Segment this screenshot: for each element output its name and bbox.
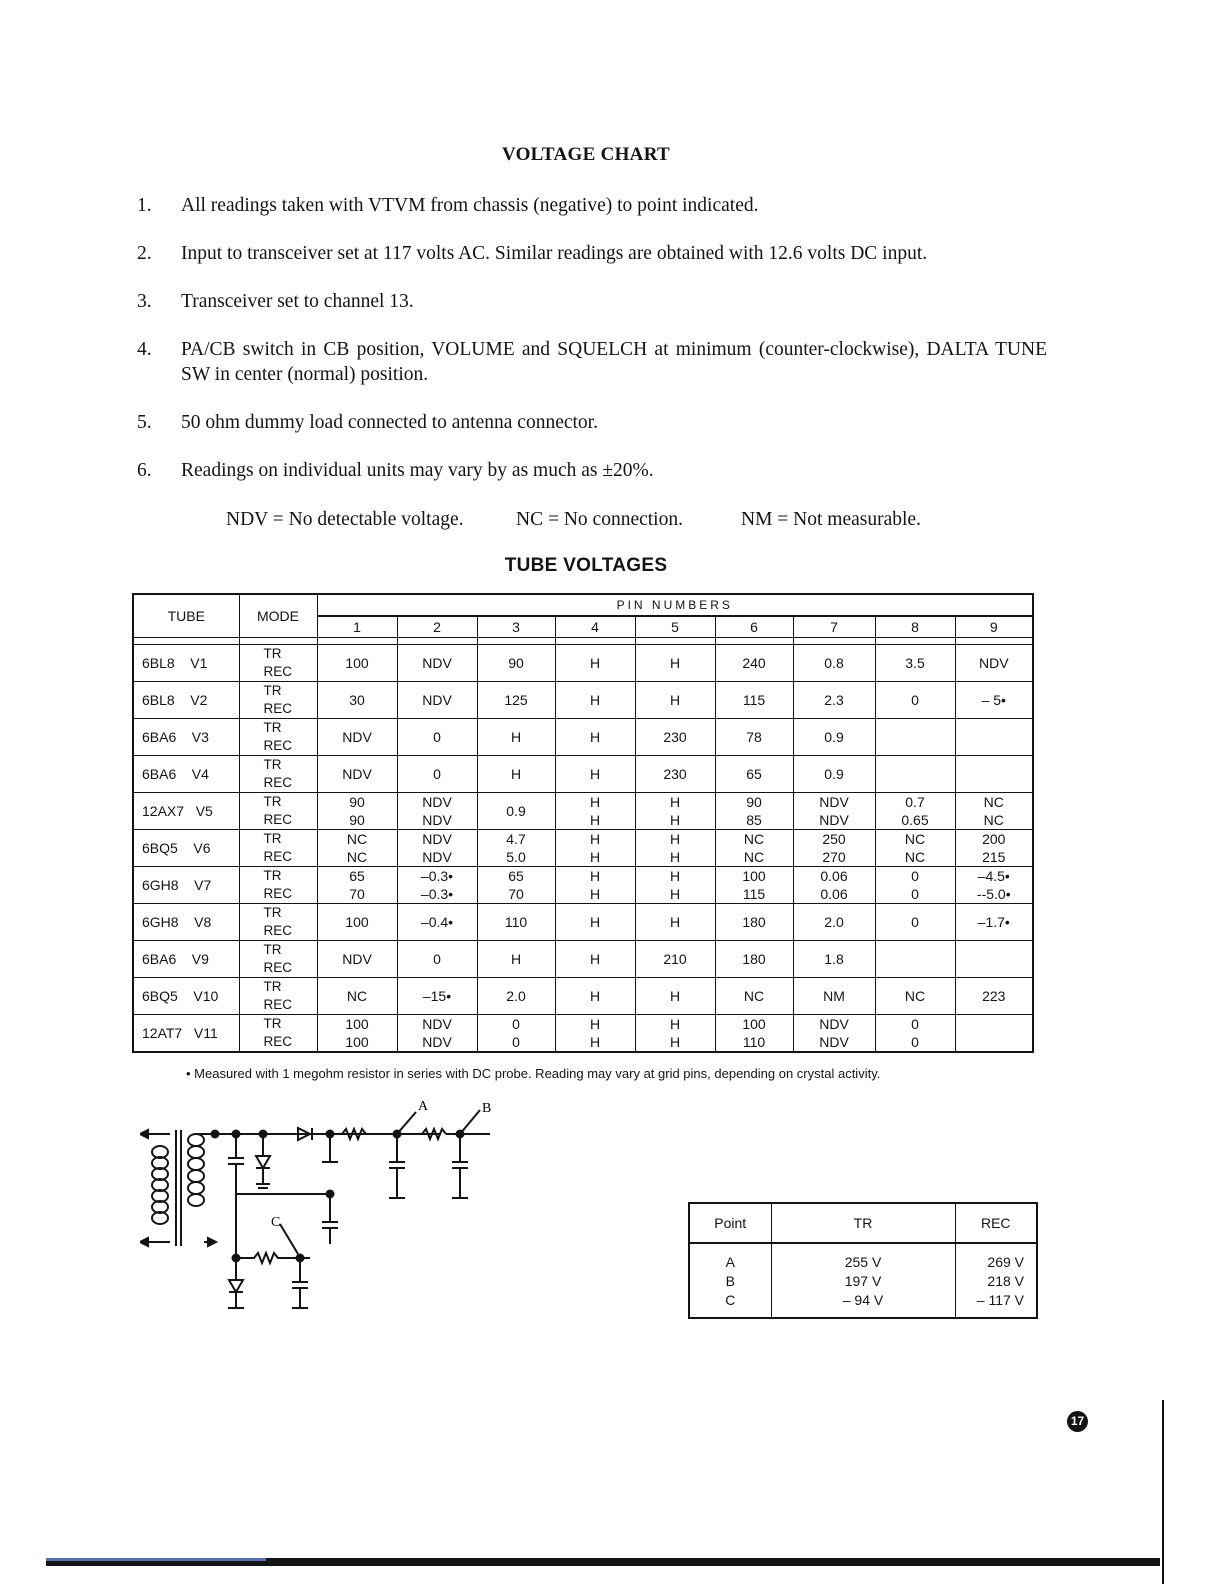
rec-value: 0 xyxy=(911,1034,919,1050)
pin-value-cell xyxy=(875,867,955,904)
tr-value: NDV xyxy=(819,794,849,810)
pin-value-cell: 0 xyxy=(397,941,477,978)
pin-value-cell xyxy=(955,830,1033,867)
pin-value-cell: H xyxy=(555,645,635,682)
pin-value-cell: H xyxy=(477,756,555,793)
mode-rec-label: REC xyxy=(263,701,293,716)
note-number: 5. xyxy=(137,412,152,433)
tr-value: H xyxy=(589,831,601,847)
rec-value: NDV xyxy=(422,1034,452,1050)
pin-value-cell: H xyxy=(555,904,635,941)
schematic-label-b: B xyxy=(482,1101,492,1116)
tr-value: NDV xyxy=(422,831,452,847)
mode-cell xyxy=(239,978,317,1015)
rec-value: 5.0 xyxy=(506,849,526,865)
abbreviation-ndv: NDV = No detectable voltage. xyxy=(226,509,464,530)
pin-value-cell: 100 xyxy=(317,904,397,941)
pin-value-cell: NM xyxy=(793,978,875,1015)
rec-value: NC xyxy=(743,849,765,865)
mode-cell xyxy=(239,719,317,756)
rec-value: H xyxy=(589,1034,601,1050)
pin-value-cell xyxy=(955,941,1033,978)
tube-cell: 12AT7 V11 xyxy=(133,1015,239,1053)
mode-cell xyxy=(239,904,317,941)
pin-value-cell: H xyxy=(555,682,635,719)
pin-value-cell: 180 xyxy=(715,941,793,978)
pin-value-cell: 1.8 xyxy=(793,941,875,978)
pin-value-cell: 3.5 xyxy=(875,645,955,682)
tube-cell: 6GH8 V8 xyxy=(133,904,239,941)
tr-value: 90 xyxy=(349,794,365,810)
table-row xyxy=(133,978,1033,1015)
tube-cell: 6BA6 V9 xyxy=(133,941,239,978)
tr-value: NC xyxy=(904,831,926,847)
mode-cell xyxy=(239,830,317,867)
diode-symbol xyxy=(256,1156,270,1168)
tr-cell: 255 V xyxy=(771,1252,955,1271)
rec-value: 0 xyxy=(911,886,919,902)
note-text: Input to transceiver set at 117 volts AC. Similar readings are obtained with 12.6 volts DC input. xyxy=(181,243,928,264)
pin-value-cell xyxy=(477,830,555,867)
tube-cell: 6GH8 V7 xyxy=(133,867,239,904)
pin-value-cell: 210 xyxy=(635,941,715,978)
rec-value: H xyxy=(589,886,601,902)
tr-value: 100 xyxy=(345,1016,369,1032)
pin-value-cell xyxy=(317,830,397,867)
rec-value: 0.65 xyxy=(901,812,929,828)
rec-value: H xyxy=(669,849,681,865)
pin-value-cell: H xyxy=(635,904,715,941)
mode-rec-label: REC xyxy=(263,849,293,864)
pin-value-cell: –1.7• xyxy=(955,904,1033,941)
tr-value: 4.7 xyxy=(506,831,526,847)
pin-value-cell xyxy=(793,793,875,830)
tr-value: 90 xyxy=(746,794,762,810)
pin-value-cell: 65 xyxy=(715,756,793,793)
tube-voltage-table xyxy=(132,593,1034,1053)
table-row xyxy=(133,941,1033,978)
pin-number-header: 7 xyxy=(793,616,875,638)
pin-value-cell xyxy=(555,867,635,904)
transformer-secondary-winding xyxy=(188,1134,204,1206)
mode-tr-label: TR xyxy=(263,1016,282,1031)
rec-value: NC xyxy=(346,849,368,865)
pin-value-cell: 2.0 xyxy=(477,978,555,1015)
note-item xyxy=(137,458,1047,483)
pin-value-cell xyxy=(397,830,477,867)
note-text: Transceiver set to channel 13. xyxy=(181,291,414,312)
tube-cell: 6BL8 V1 xyxy=(133,645,239,682)
pin-value-cell xyxy=(955,793,1033,830)
pin-number-header: 4 xyxy=(555,616,635,638)
pin-value-cell: NDV xyxy=(397,682,477,719)
table-row xyxy=(133,682,1033,719)
pin-value-cell xyxy=(875,941,955,978)
mode-rec-label: REC xyxy=(263,886,293,901)
mode-tr-label: TR xyxy=(263,868,282,883)
table-row xyxy=(133,719,1033,756)
rec-value: NDV xyxy=(819,1034,849,1050)
pin-number-header: 2 xyxy=(397,616,477,638)
tr-value: 65 xyxy=(508,868,524,884)
table-row xyxy=(133,1015,1033,1053)
pin-number-header: 8 xyxy=(875,616,955,638)
rec-value: 0.06 xyxy=(820,886,848,902)
tube-cell: 6BQ5 V6 xyxy=(133,830,239,867)
pin-value-cell: 0 xyxy=(875,682,955,719)
pin-value-cell xyxy=(635,867,715,904)
pin-value-cell xyxy=(477,1015,555,1053)
pin-value-cell xyxy=(555,830,635,867)
note-text: 50 ohm dummy load connected to antenna connector. xyxy=(181,412,598,433)
rec-value: H xyxy=(589,812,601,828)
tr-value: 0 xyxy=(911,1016,919,1032)
note-number: 4. xyxy=(137,339,152,360)
tr-value: H xyxy=(589,1016,601,1032)
tr-value: NDV xyxy=(422,794,452,810)
pin-value-cell xyxy=(955,719,1033,756)
tr-value: 65 xyxy=(349,868,365,884)
table-row xyxy=(133,756,1033,793)
pin-value-cell xyxy=(793,867,875,904)
rec-value: 85 xyxy=(746,812,762,828)
mode-rec-label: REC xyxy=(263,923,293,938)
note-text: All readings taken with VTVM from chassis (negative) to point indicated. xyxy=(181,195,759,216)
rec-value: 270 xyxy=(822,849,846,865)
mode-rec-label: REC xyxy=(263,812,293,827)
right-border xyxy=(1162,1400,1164,1584)
table-row xyxy=(133,645,1033,682)
pin-value-cell: NC xyxy=(317,978,397,1015)
arrow-left-icon xyxy=(140,1130,148,1138)
pin-value-cell: H xyxy=(635,682,715,719)
pin-value-cell: H xyxy=(477,941,555,978)
pin-value-cell: 30 xyxy=(317,682,397,719)
pin-value-cell: 2.0 xyxy=(793,904,875,941)
rec-value: 90 xyxy=(349,812,365,828)
mode-tr-label: TR xyxy=(263,720,282,735)
tube-cell: 6BL8 V2 xyxy=(133,682,239,719)
note-text: Readings on individual units may vary by as much as ±20%. xyxy=(181,460,654,481)
pin-value-cell xyxy=(715,867,793,904)
pin-value-cell xyxy=(715,830,793,867)
rec-cell: 269 V xyxy=(955,1252,1037,1271)
pin-number-header: 3 xyxy=(477,616,555,638)
rec-value: NDV xyxy=(422,812,452,828)
rec-value: H xyxy=(589,849,601,865)
tr-value: 0 xyxy=(911,868,919,884)
pin-value-cell: – 5• xyxy=(955,682,1033,719)
mode-tr-label: TR xyxy=(263,979,282,994)
tr-cell: 197 V xyxy=(771,1271,955,1290)
pin-value-cell: 0 xyxy=(397,756,477,793)
page-number-badge: 17 xyxy=(1067,1411,1088,1432)
tr-value: H xyxy=(669,831,681,847)
pin-value-cell xyxy=(875,793,955,830)
tr-value: 200 xyxy=(982,831,1006,847)
pin-value-cell: 230 xyxy=(635,756,715,793)
probe-line-a xyxy=(397,1112,416,1134)
pin-value-cell: H xyxy=(635,978,715,1015)
tr-value: 0.06 xyxy=(820,868,848,884)
diode-symbol xyxy=(229,1280,243,1292)
mode-tr-label: TR xyxy=(263,831,282,846)
pin-value-cell xyxy=(397,1015,477,1053)
tr-value: H xyxy=(589,868,601,884)
pin-value-cell xyxy=(555,1015,635,1053)
rec-value: NDV xyxy=(422,849,452,865)
tr-cell: – 94 V xyxy=(771,1290,955,1309)
rec-value: NC xyxy=(983,812,1004,828)
pin-value-cell: 125 xyxy=(477,682,555,719)
pin-value-cell: H xyxy=(555,941,635,978)
rec-value: H xyxy=(669,812,681,828)
tr-value: NDV xyxy=(422,1016,452,1032)
rec-value: 215 xyxy=(982,849,1006,865)
table-row xyxy=(133,867,1033,904)
table-row xyxy=(133,793,1033,830)
pin-value-cell: 115 xyxy=(715,682,793,719)
pin-value-cell xyxy=(397,867,477,904)
rec-value: 0 xyxy=(512,1034,520,1050)
tr-value: H xyxy=(669,868,681,884)
pin-value-cell xyxy=(635,1015,715,1053)
arrow-right-icon xyxy=(208,1238,216,1246)
note-item xyxy=(137,410,1047,435)
tr-value: NC xyxy=(983,794,1004,810)
pin-value-cell xyxy=(555,793,635,830)
pin-value-cell xyxy=(477,867,555,904)
pin-value-cell: H xyxy=(635,645,715,682)
table-row xyxy=(689,1252,1037,1271)
tube-cell: 12AX7 V5 xyxy=(133,793,239,830)
rec-value: 100 xyxy=(345,1034,369,1050)
point-voltage-table xyxy=(688,1202,1038,1319)
pin-value-cell xyxy=(875,719,955,756)
rec-cell: 218 V xyxy=(955,1271,1037,1290)
mode-cell xyxy=(239,793,317,830)
pin-value-cell: 100 xyxy=(317,645,397,682)
note-text: PA/CB switch in CB position, VOLUME and SQUELCH at minimum (counter-clockwise), DALTA TUNE SW in center (normal) position. xyxy=(181,339,1047,385)
pin-value-cell: 240 xyxy=(715,645,793,682)
pin-number-header: 6 xyxy=(715,616,793,638)
note-item xyxy=(137,193,1047,218)
rec-value: 110 xyxy=(742,1034,766,1050)
note-number: 1. xyxy=(137,195,152,216)
tube-cell: 6BA6 V3 xyxy=(133,719,239,756)
transformer-primary-winding xyxy=(152,1146,168,1224)
tr-value: NC xyxy=(346,831,368,847)
tr-value: 100 xyxy=(742,868,766,884)
header-mode: MODE xyxy=(239,594,317,638)
mode-tr-label: TR xyxy=(263,646,282,661)
pin-value-cell: NC xyxy=(875,978,955,1015)
header-tr: TR xyxy=(771,1203,955,1243)
pin-value-cell: H xyxy=(555,756,635,793)
tube-cell: 6BQ5 V10 xyxy=(133,978,239,1015)
resistor-symbol xyxy=(238,1253,300,1263)
rec-value: H xyxy=(669,1034,681,1050)
pin-value-cell: 90 xyxy=(477,645,555,682)
pin-value-cell xyxy=(955,867,1033,904)
rec-value: H xyxy=(669,886,681,902)
tube-cell: 6BA6 V4 xyxy=(133,756,239,793)
pin-value-cell xyxy=(317,867,397,904)
tr-value: H xyxy=(589,794,601,810)
tr-value: 250 xyxy=(822,831,846,847)
pin-value-cell: 2.3 xyxy=(793,682,875,719)
point-cell: C xyxy=(689,1290,771,1309)
rec-value: 70 xyxy=(349,886,365,902)
probe-line-b xyxy=(460,1110,480,1134)
header-pin-numbers: PIN NUMBERS xyxy=(317,594,1033,616)
mode-rec-label: REC xyxy=(263,997,293,1012)
tr-value: NC xyxy=(743,831,765,847)
pin-value-cell: H xyxy=(555,978,635,1015)
note-number: 6. xyxy=(137,460,152,481)
abbreviation-nm: NM = Not measurable. xyxy=(741,509,921,530)
pin-value-cell xyxy=(955,756,1033,793)
mode-tr-label: TR xyxy=(263,942,282,957)
pin-number-header: 9 xyxy=(955,616,1033,638)
note-item xyxy=(137,337,1047,387)
pin-value-cell: NC xyxy=(715,978,793,1015)
tr-value: NDV xyxy=(819,1016,849,1032)
rec-value: NC xyxy=(904,849,926,865)
rec-value: 70 xyxy=(508,886,524,902)
probe-line-c xyxy=(280,1224,298,1254)
mode-cell xyxy=(239,867,317,904)
mode-cell xyxy=(239,756,317,793)
pin-value-cell: NDV xyxy=(317,756,397,793)
pin-value-cell: 78 xyxy=(715,719,793,756)
schematic-label-c: C xyxy=(271,1215,281,1230)
schematic-label-a: A xyxy=(418,1099,429,1114)
pin-value-cell: NDV xyxy=(317,719,397,756)
pin-value-cell xyxy=(875,1015,955,1053)
power-supply-schematic xyxy=(140,1096,510,1326)
pin-value-cell xyxy=(635,830,715,867)
pin-value-cell xyxy=(397,793,477,830)
header-point: Point xyxy=(689,1203,771,1243)
table-row xyxy=(689,1290,1037,1309)
pin-value-cell: 0 xyxy=(397,719,477,756)
tr-value: –4.5• xyxy=(977,868,1010,884)
pin-value-cell: 0.9 xyxy=(793,719,875,756)
pin-number-header: 5 xyxy=(635,616,715,638)
pin-value-cell xyxy=(317,793,397,830)
header-tube: TUBE xyxy=(133,594,239,638)
pin-value-cell: NDV xyxy=(955,645,1033,682)
mode-cell xyxy=(239,645,317,682)
abbreviation-nc: NC = No connection. xyxy=(516,509,683,530)
mode-tr-label: TR xyxy=(263,683,282,698)
rec-cell: – 117 V xyxy=(955,1290,1037,1309)
tr-value: H xyxy=(669,794,681,810)
mode-cell xyxy=(239,682,317,719)
pin-value-cell: NDV xyxy=(317,941,397,978)
pin-value-cell: –15• xyxy=(397,978,477,1015)
mode-tr-label: TR xyxy=(263,757,282,772)
notes-list xyxy=(137,193,1047,506)
pin-value-cell xyxy=(715,793,793,830)
mode-rec-label: REC xyxy=(263,738,293,753)
pin-value-cell: NDV xyxy=(397,645,477,682)
pin-value-cell xyxy=(955,1015,1033,1053)
pin-value-cell xyxy=(793,1015,875,1053)
header-rec: REC xyxy=(955,1203,1037,1243)
page-title: VOLTAGE CHART xyxy=(501,144,671,165)
mode-rec-label: REC xyxy=(263,664,293,679)
note-item xyxy=(137,289,1047,314)
pin-value-cell xyxy=(317,1015,397,1053)
pin-value-cell: 0.9 xyxy=(793,756,875,793)
tr-value: 0 xyxy=(512,1016,520,1032)
pin-value-cell: 223 xyxy=(955,978,1033,1015)
table-row xyxy=(689,1271,1037,1290)
rec-value: NDV xyxy=(819,812,849,828)
pin-value-cell: 0 xyxy=(875,904,955,941)
pin-value-cell xyxy=(715,1015,793,1053)
pin-value-cell xyxy=(875,830,955,867)
mode-cell xyxy=(239,941,317,978)
mode-cell xyxy=(239,1015,317,1053)
tr-value: H xyxy=(669,1016,681,1032)
point-cell: A xyxy=(689,1252,771,1271)
note-number: 3. xyxy=(137,291,152,312)
mode-rec-label: REC xyxy=(263,960,293,975)
pin-value-cell xyxy=(635,793,715,830)
rec-value: 115 xyxy=(742,886,766,902)
pin-value-cell: H xyxy=(477,719,555,756)
pin-value-cell: 0.8 xyxy=(793,645,875,682)
mode-tr-label: TR xyxy=(263,794,282,809)
rec-value: --5.0• xyxy=(976,886,1011,902)
table-row xyxy=(133,830,1033,867)
pin-value-cell: –0.4• xyxy=(397,904,477,941)
mode-rec-label: REC xyxy=(263,1034,293,1049)
pin-number-header: 1 xyxy=(317,616,397,638)
point-cell: B xyxy=(689,1271,771,1290)
section-title-tube-voltages: TUBE VOLTAGES xyxy=(504,555,668,576)
note-item xyxy=(137,241,1047,266)
tr-value: 0.7 xyxy=(905,794,925,810)
note-number: 2. xyxy=(137,243,152,264)
tr-value: –0.3• xyxy=(420,868,454,884)
pin-value-cell: 110 xyxy=(477,904,555,941)
pin-value-cell xyxy=(793,830,875,867)
pin-value-cell: 0.9 xyxy=(477,793,555,830)
pin-value-cell: 180 xyxy=(715,904,793,941)
mode-rec-label: REC xyxy=(263,775,293,790)
footnote: • Measured with 1 megohm resistor in series with DC probe. Reading may vary at grid pins, depending on crystal activity. xyxy=(186,1066,881,1081)
rec-value: –0.3• xyxy=(420,886,454,902)
arrow-left-icon xyxy=(140,1238,148,1246)
pin-value-cell xyxy=(875,756,955,793)
bottom-border-accent xyxy=(46,1558,266,1561)
pin-value-cell: H xyxy=(555,719,635,756)
tr-value: 100 xyxy=(742,1016,766,1032)
pin-value-cell: 230 xyxy=(635,719,715,756)
table-row xyxy=(133,904,1033,941)
mode-tr-label: TR xyxy=(263,905,282,920)
